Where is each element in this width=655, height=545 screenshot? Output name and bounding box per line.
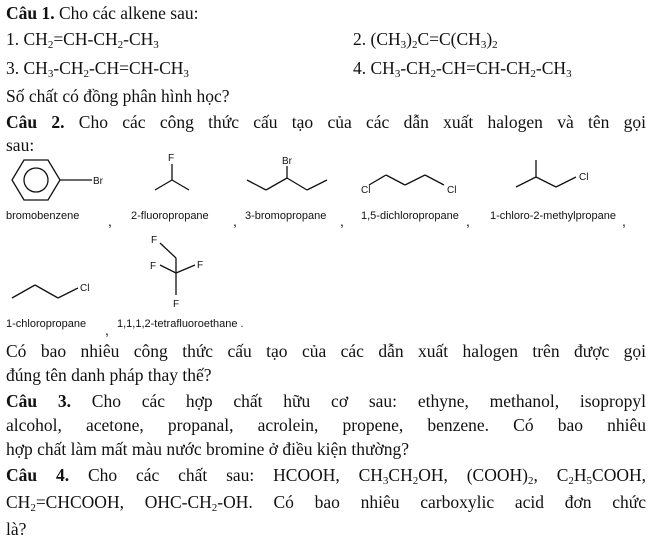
q1-option-3-formula: $CH_3-CH_2-CH=CH-CH_3$ (23, 58, 189, 80)
q2-heading: Câu 2. (6, 112, 65, 132)
compound-name-1: bromobenzene (6, 210, 80, 222)
q2-text: Cho các công thức cấu tạo của các dẫn xuất halogen và tên gọi (64, 112, 646, 132)
chloropropane-bond-c (58, 288, 78, 298)
tfe-bond-d (176, 265, 195, 273)
separator-3: , (340, 213, 344, 229)
atom-cl-1: Cl (361, 185, 371, 196)
propane-bond-b (172, 180, 189, 190)
benzene-inner-circle (24, 168, 48, 192)
q3-heading: Câu 3. (6, 391, 72, 411)
bromo-bond-d (307, 180, 327, 190)
q3-line1-text: Cho các hợp chất hữu cơ sau: ethyne, methanol, isopropyl (71, 391, 647, 411)
q1-text: Cho các alkene sau: (54, 3, 199, 23)
compound-name-4: 1,5-dichloropropane (361, 210, 459, 222)
bromo-bond-a (247, 180, 266, 190)
dichloro-bond-a (369, 175, 386, 185)
q4-line2 (6, 491, 646, 513)
q1-option-2-num: 2. (353, 29, 367, 49)
atom-cl-3: Cl (579, 172, 589, 183)
atom-cl-2: Cl (447, 185, 457, 196)
q3-line2: alcohol, acetone, propanal, acrolein, propene, benzene. Có bao nhiêu (6, 415, 646, 435)
methylpropane-bond-b (536, 177, 556, 187)
q3-line3: hợp chất làm mất màu nước bromine ở điều kiện thường? (6, 439, 409, 459)
q1-option-1-num: 1. (6, 29, 20, 49)
q1-heading: Câu 1. (6, 3, 55, 23)
q2-question-line2: đúng tên danh pháp thay thế? (6, 365, 212, 385)
compound-name-5: 1-chloro-2-methylpropane (490, 210, 616, 222)
dichloro-bond-b (386, 175, 405, 185)
compound-name-6: 1-chloropropane (6, 318, 87, 330)
q1-option-1 (6, 28, 159, 50)
q4-line1-text: Cho các chất sau: HCOOH, $CH_3CH_2OH$, $(COOH)_2$, $C_2H_5COOH$, (69, 465, 646, 487)
q4-line3: là? (6, 519, 27, 539)
atom-br-1: Br (93, 176, 103, 187)
separator-1: , (108, 213, 112, 229)
separator-2: , (233, 213, 237, 229)
q4-line1 (6, 464, 646, 486)
methylpropane-bond-d (556, 177, 576, 187)
compound-name-7-text: 1,1,1,2-tetrafluoroethane (117, 318, 238, 330)
atom-f-2: F (151, 235, 158, 246)
q2-intro (6, 111, 646, 133)
compound-name-7 (117, 318, 244, 330)
dichloro-bond-c (405, 175, 425, 185)
q1-question: Số chất có đồng phân hình học? (6, 86, 230, 106)
q1-option-3 (6, 57, 189, 79)
q2-intro-cont: sau: (6, 135, 35, 155)
separator-5: , (622, 213, 626, 229)
atom-f-4: F (197, 260, 204, 271)
q1-option-4-formula: $CH_3-CH_2-CH=CH-CH_2-CH_3$ (370, 58, 572, 80)
dichloro-bond-d (425, 175, 444, 185)
separator-4: , (466, 213, 470, 229)
q1-option-2-formula: $(CH_3)_2C=C(CH_3)_2$ (370, 29, 498, 51)
atom-f-1: F (168, 153, 175, 164)
q1-option-3-num: 3. (6, 58, 20, 78)
benzene-ring (12, 160, 60, 200)
q1-option-4 (353, 57, 572, 79)
tfe-bond-c (160, 265, 176, 273)
atom-cl-4: Cl (80, 283, 90, 294)
q1-option-2 (353, 28, 498, 50)
atom-f-5: F (173, 299, 180, 310)
q3-line1 (6, 390, 646, 412)
bromo-bond-b (266, 178, 287, 190)
q4-heading: Câu 4. (6, 465, 70, 485)
separator-6: , (105, 322, 109, 338)
q2-question-line1: Có bao nhiêu công thức cấu tạo của các dẫn xuất halogen trên được gọi (6, 341, 646, 361)
atom-f-3: F (150, 261, 157, 272)
q4-line2-text: $CH_2=CHCOOH$, OHC-$CH_2-OH$. Có bao nhiêu carboxylic acid đơn chức (6, 492, 646, 514)
q2-structures-row2 (0, 225, 655, 315)
atom-br-2: Br (282, 156, 292, 167)
q1-option-1-formula: $CH_2=CH-CH_2-CH_3$ (23, 29, 159, 51)
compound-name-3: 3-bromopropane (245, 210, 327, 222)
q1-intro (6, 2, 198, 24)
bromo-bond-c (287, 178, 307, 190)
chloropropane-bond-b (35, 285, 58, 298)
tfe-bond-a (160, 243, 176, 258)
q1-option-4-num: 4. (353, 58, 367, 78)
list-end-period: . (240, 318, 244, 330)
chloropropane-bond-a (12, 285, 35, 298)
compound-name-2: 2-fluoropropane (131, 210, 209, 222)
propane-bond-a (155, 180, 172, 190)
methylpropane-bond-a (516, 177, 536, 187)
